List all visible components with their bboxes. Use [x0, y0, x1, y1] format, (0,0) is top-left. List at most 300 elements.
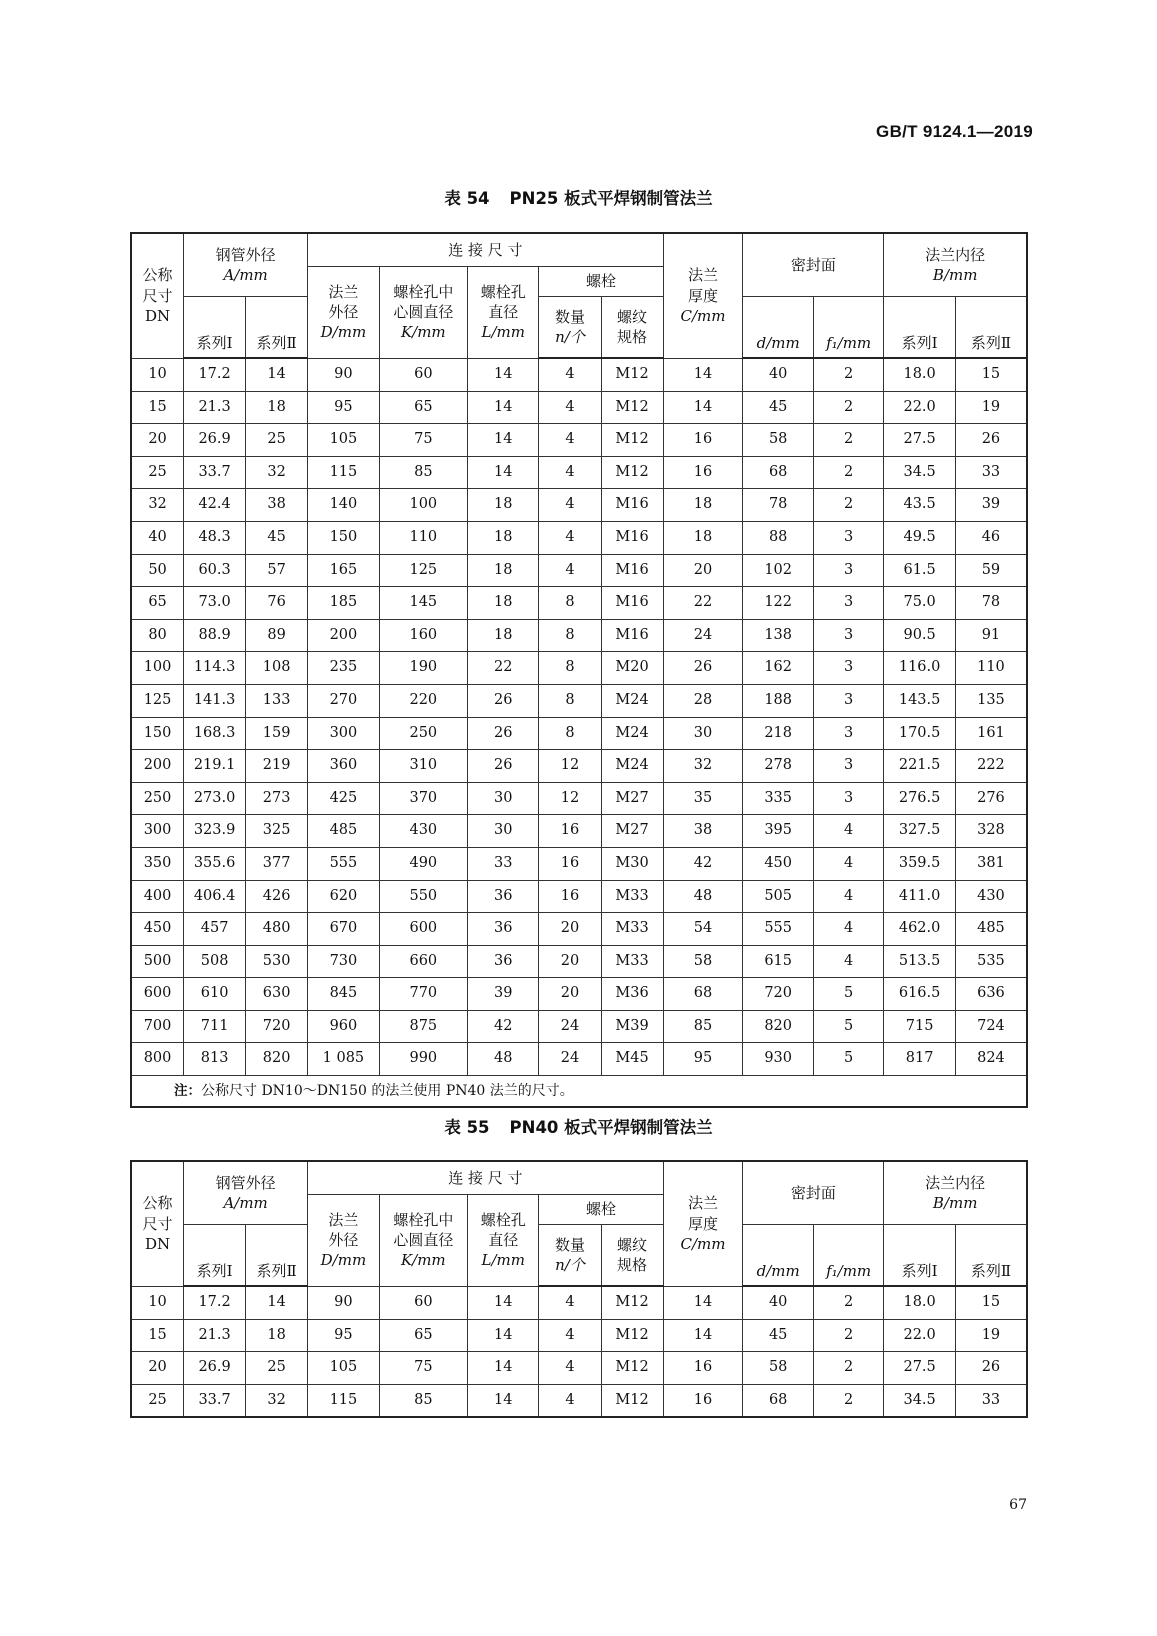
table-cell: 28 [663, 684, 743, 717]
table-row [131, 1319, 1027, 1352]
table-cell: 45 [246, 521, 308, 554]
table-cell: 300 [131, 815, 184, 848]
header-bolt [539, 266, 663, 296]
header-seal-f1 [813, 296, 883, 358]
flange-dimensions-table [130, 1160, 1028, 1418]
table-cell: 219.1 [184, 750, 246, 783]
table-cell: 90.5 [884, 619, 956, 652]
table-cell: 85 [379, 456, 467, 489]
header-text: L/mm [481, 1251, 525, 1270]
table-cell: 60.3 [184, 554, 246, 587]
table-cell: 4 [539, 424, 601, 457]
table-cell: 600 [131, 978, 184, 1011]
table-cell: 800 [131, 1043, 184, 1076]
table-cell: 68 [743, 1384, 813, 1417]
table-cell: 220 [379, 684, 467, 717]
table-cell: 15 [955, 1286, 1027, 1319]
table-cell: 26 [467, 750, 539, 783]
table-cell: 34.5 [884, 1384, 956, 1417]
table-cell: 14 [467, 424, 539, 457]
header-text: 系列Ⅰ [901, 333, 938, 352]
table-cell: 770 [379, 978, 467, 1011]
table-cell: M12 [601, 1286, 663, 1319]
table-row [131, 847, 1027, 880]
header-bolt-circle [379, 266, 467, 358]
table-cell: 820 [246, 1043, 308, 1076]
table-cell: 36 [467, 880, 539, 913]
table-cell: 95 [663, 1043, 743, 1076]
header-text: D/mm [320, 323, 367, 342]
table-cell: 161 [955, 717, 1027, 750]
table-cell: 323.9 [184, 815, 246, 848]
header-text: 心圆直径 [393, 302, 454, 321]
header-text: n/个 [555, 327, 585, 346]
table-cell: 65 [131, 587, 184, 620]
table-cell: 78 [743, 489, 813, 522]
table-cell: 90 [308, 1286, 380, 1319]
header-text: 规格 [617, 1255, 648, 1274]
table-cell: 43.5 [884, 489, 956, 522]
header-text: 密封面 [790, 255, 836, 274]
table-cell: 10 [131, 1286, 184, 1319]
table-cell: 395 [743, 815, 813, 848]
header-text: 外径 [328, 1230, 359, 1249]
table-cell: 89 [246, 619, 308, 652]
table-cell: 40 [743, 1286, 813, 1319]
table-cell: M24 [601, 717, 663, 750]
table-cell: 22.0 [884, 391, 956, 424]
table-cell: 26 [663, 652, 743, 685]
table-cell: 39 [955, 489, 1027, 522]
header-text: B/mm [932, 1193, 978, 1212]
header-text: 钢管外径 [215, 245, 276, 264]
table-row [131, 750, 1027, 783]
table-cell: 18.0 [884, 358, 956, 391]
table-cell: 10 [131, 358, 184, 391]
table-cell: 91 [955, 619, 1027, 652]
table-cell: 14 [246, 1286, 308, 1319]
table-cell: 188 [743, 684, 813, 717]
table-cell: 360 [308, 750, 380, 783]
table-cell: M12 [601, 391, 663, 424]
header-series-1 [184, 296, 246, 358]
table-55 [130, 1160, 1028, 1418]
table-cell: 14 [467, 1286, 539, 1319]
table-cell: 14 [467, 1384, 539, 1417]
table-cell: 235 [308, 652, 380, 685]
table-cell: 32 [246, 456, 308, 489]
table-cell: 24 [539, 1043, 601, 1076]
table-cell: 26 [467, 684, 539, 717]
table-cell: 65 [379, 1319, 467, 1352]
table-cell: 490 [379, 847, 467, 880]
table-cell: M16 [601, 554, 663, 587]
table-cell: 30 [663, 717, 743, 750]
table-cell: 95 [308, 391, 380, 424]
table-cell: 48.3 [184, 521, 246, 554]
flange-dimensions-table [130, 232, 1028, 1108]
table-cell: 4 [539, 1319, 601, 1352]
table-cell: 168.3 [184, 717, 246, 750]
table-cell: 411.0 [884, 880, 956, 913]
header-bore-series-1 [884, 1224, 956, 1286]
table-row [131, 521, 1027, 554]
table-cell: 58 [663, 945, 743, 978]
table-cell: 26.9 [184, 424, 246, 457]
header-series-2 [246, 1224, 308, 1286]
table-cell: 20 [131, 1352, 184, 1385]
table-cell: 33 [467, 847, 539, 880]
table-cell: 150 [308, 521, 380, 554]
header-text: 数量 [554, 1235, 585, 1254]
table-cell: 3 [813, 619, 883, 652]
table-cell: 555 [308, 847, 380, 880]
table-cell: 150 [131, 717, 184, 750]
table-cell: 18 [467, 489, 539, 522]
table-cell: 25 [246, 1352, 308, 1385]
table-cell: 2 [813, 424, 883, 457]
header-bolt-hole [467, 1194, 539, 1286]
table-cell: 370 [379, 782, 467, 815]
header-text: 螺栓 [586, 1199, 617, 1218]
table-cell: 960 [308, 1010, 380, 1043]
header-connection-dims [308, 1161, 663, 1194]
table-cell: 33 [955, 1384, 1027, 1417]
header-text: 法兰 [687, 1194, 718, 1213]
header-text: 系列Ⅰ [901, 1261, 938, 1280]
table-cell: 110 [379, 521, 467, 554]
header-flange-bore [884, 233, 1027, 296]
header-text: 法兰 [328, 1210, 359, 1229]
table-cell: 20 [539, 913, 601, 946]
table-cell: 185 [308, 587, 380, 620]
table-cell: 14 [663, 1286, 743, 1319]
table-cell: 78 [955, 587, 1027, 620]
table-cell: 50 [131, 554, 184, 587]
header-bolt-hole [467, 266, 539, 358]
header-text: 规格 [617, 327, 648, 346]
table-cell: 20 [131, 424, 184, 457]
table-cell: 20 [539, 978, 601, 1011]
table-cell: 22 [663, 587, 743, 620]
table-cell: 406.4 [184, 880, 246, 913]
table-cell: 2 [813, 1286, 883, 1319]
table-cell: 40 [743, 358, 813, 391]
table-cell: 426 [246, 880, 308, 913]
table-cell: 58 [743, 424, 813, 457]
table-row [131, 1010, 1027, 1043]
table-cell: M36 [601, 978, 663, 1011]
table-cell: 12 [539, 782, 601, 815]
table-cell: M30 [601, 847, 663, 880]
table-cell: 110 [955, 652, 1027, 685]
header-text: 法兰内径 [925, 245, 986, 264]
table-cell: 14 [663, 358, 743, 391]
table-cell: M24 [601, 684, 663, 717]
table-cell: 27.5 [884, 424, 956, 457]
table-cell: 222 [955, 750, 1027, 783]
header-text: 螺栓孔中 [393, 282, 454, 301]
table-cell: 310 [379, 750, 467, 783]
table-cell: 4 [539, 1384, 601, 1417]
table-cell: 8 [539, 587, 601, 620]
table-cell: 3 [813, 684, 883, 717]
table-cell: 75 [379, 1352, 467, 1385]
header-sealing-face [743, 233, 884, 296]
table-cell: 65 [379, 391, 467, 424]
header-text: 螺纹 [617, 1235, 648, 1254]
header-seal-f1 [813, 1224, 883, 1286]
table-row [131, 619, 1027, 652]
header-text: f₁/mm [826, 333, 872, 352]
note-text: 公称尺寸 DN10～DN150 的法兰使用 PN40 法兰的尺寸。 [201, 1082, 574, 1099]
table-cell: 817 [884, 1043, 956, 1076]
table-cell: 8 [539, 652, 601, 685]
header-text: 螺栓孔中 [393, 1210, 454, 1229]
table-row [131, 1286, 1027, 1319]
header-bolt-qty [539, 296, 601, 358]
table-cell: 530 [246, 945, 308, 978]
header-text: K/mm [400, 323, 446, 342]
table-cell: 250 [379, 717, 467, 750]
table-cell: 990 [379, 1043, 467, 1076]
table-cell: 3 [813, 750, 883, 783]
header-text: 系列Ⅰ [196, 1261, 233, 1280]
table-cell: M16 [601, 521, 663, 554]
table-cell: 3 [813, 587, 883, 620]
table-cell: 4 [539, 456, 601, 489]
table-cell: 17.2 [184, 1286, 246, 1319]
table-cell: 18 [663, 521, 743, 554]
table-cell: 18 [467, 521, 539, 554]
header-series-1 [184, 1224, 246, 1286]
table-cell: 42 [467, 1010, 539, 1043]
table-cell: 3 [813, 554, 883, 587]
header-text: 尺寸 [142, 286, 173, 305]
table-cell: 300 [308, 717, 380, 750]
header-flange-thickness [663, 1161, 743, 1286]
table-cell: 278 [743, 750, 813, 783]
table-cell: 68 [663, 978, 743, 1011]
table-cell: 14 [467, 391, 539, 424]
table-cell: 143.5 [884, 684, 956, 717]
header-thread [601, 1224, 663, 1286]
table-cell: 1 085 [308, 1043, 380, 1076]
table-note [131, 1076, 1027, 1108]
table-cell: 33.7 [184, 456, 246, 489]
table-cell: M16 [601, 619, 663, 652]
table-cell: 720 [743, 978, 813, 1011]
table-cell: 2 [813, 1352, 883, 1385]
table-cell: 57 [246, 554, 308, 587]
header-sealing-face [743, 1161, 884, 1224]
table-cell: 15 [131, 391, 184, 424]
table-cell: 12 [539, 750, 601, 783]
table-cell: M16 [601, 587, 663, 620]
table-cell: 105 [308, 1352, 380, 1385]
table-cell: 8 [539, 684, 601, 717]
table-cell: 600 [379, 913, 467, 946]
table-cell: 273.0 [184, 782, 246, 815]
table-cell: 14 [246, 358, 308, 391]
table-cell: 824 [955, 1043, 1027, 1076]
table-row [131, 815, 1027, 848]
table-cell: 4 [539, 1352, 601, 1385]
table-cell: 14 [467, 1319, 539, 1352]
table-cell: 3 [813, 782, 883, 815]
header-text: 直径 [488, 302, 519, 321]
table-cell: 14 [663, 1319, 743, 1352]
table-row [131, 717, 1027, 750]
table-cell: 140 [308, 489, 380, 522]
table-cell: 39 [467, 978, 539, 1011]
table-cell: 3 [813, 521, 883, 554]
table-row [131, 391, 1027, 424]
header-text: DN [144, 1234, 171, 1253]
table-cell: 22 [467, 652, 539, 685]
table-number: 表 55 [444, 1118, 490, 1137]
table-cell: 16 [663, 424, 743, 457]
header-bolt [539, 1194, 663, 1224]
table-cell: 355.6 [184, 847, 246, 880]
table-cell: 221.5 [884, 750, 956, 783]
table-cell: 15 [955, 358, 1027, 391]
header-text: L/mm [481, 323, 525, 342]
table-cell: 36 [467, 945, 539, 978]
table-cell: 21.3 [184, 1319, 246, 1352]
table-cell: 2 [813, 358, 883, 391]
table-cell: 85 [379, 1384, 467, 1417]
header-text: 系列Ⅰ [196, 333, 233, 352]
table-cell: 48 [467, 1043, 539, 1076]
table-cell: 42.4 [184, 489, 246, 522]
table-row [131, 880, 1027, 913]
table-row [131, 684, 1027, 717]
table-cell: 36 [467, 913, 539, 946]
header-thread [601, 296, 663, 358]
header-text: 螺栓孔 [480, 282, 526, 301]
table-number: 表 54 [444, 189, 490, 208]
table-cell: 60 [379, 1286, 467, 1319]
table-row [131, 913, 1027, 946]
note-label: 注： [174, 1082, 201, 1099]
table-cell: 170.5 [884, 717, 956, 750]
table-cell: 16 [539, 847, 601, 880]
table-cell: 122 [743, 587, 813, 620]
header-flange-bore [884, 1161, 1027, 1224]
table-cell: 108 [246, 652, 308, 685]
table-cell: 19 [955, 391, 1027, 424]
table-cell: 58 [743, 1352, 813, 1385]
table-cell: M16 [601, 489, 663, 522]
table-cell: M39 [601, 1010, 663, 1043]
table-cell: 3 [813, 652, 883, 685]
header-text: 密封面 [790, 1183, 836, 1202]
header-text: 法兰 [328, 282, 359, 301]
table-cell: 32 [663, 750, 743, 783]
table-cell: 90 [308, 358, 380, 391]
header-text: 螺栓孔 [480, 1210, 526, 1229]
header-text: 直径 [488, 1230, 519, 1249]
table-cell: 24 [663, 619, 743, 652]
table-row [131, 652, 1027, 685]
table-cell: 45 [743, 391, 813, 424]
table-cell: 930 [743, 1043, 813, 1076]
table-cell: 133 [246, 684, 308, 717]
table-cell: 18.0 [884, 1286, 956, 1319]
table-54 [130, 232, 1028, 1108]
table-cell: 30 [467, 815, 539, 848]
table-cell: 85 [663, 1010, 743, 1043]
table-cell: 14 [663, 391, 743, 424]
header-bore-series-2 [955, 296, 1027, 358]
header-text: 公称 [142, 266, 173, 285]
table-cell: 328 [955, 815, 1027, 848]
table-cell: M33 [601, 945, 663, 978]
table-cell: 25 [246, 424, 308, 457]
header-flange-thickness [663, 233, 743, 358]
table-cell: 381 [955, 847, 1027, 880]
table-cell: 59 [955, 554, 1027, 587]
table-cell: 21.3 [184, 391, 246, 424]
header-text: 厚度 [687, 286, 718, 305]
table-cell: 485 [308, 815, 380, 848]
header-text: 公称 [142, 1194, 173, 1213]
header-bore-series-1 [884, 296, 956, 358]
table-row [131, 424, 1027, 457]
table-cell: 26 [955, 1352, 1027, 1385]
table-cell: 820 [743, 1010, 813, 1043]
table-cell: 30 [467, 782, 539, 815]
header-text: 连 接 尺 寸 [448, 240, 523, 259]
header-bolt-circle [379, 1194, 467, 1286]
table-cell: M12 [601, 424, 663, 457]
header-text: n/个 [555, 1255, 585, 1274]
table-cell: 33.7 [184, 1384, 246, 1417]
table-cell: 54 [663, 913, 743, 946]
table-caption: PN40 板式平焊钢制管法兰 [509, 1118, 713, 1137]
table-cell: 485 [955, 913, 1027, 946]
table-cell: 276.5 [884, 782, 956, 815]
table-cell: 218 [743, 717, 813, 750]
table-cell: M33 [601, 913, 663, 946]
table-cell: 730 [308, 945, 380, 978]
table-cell: 4 [539, 358, 601, 391]
table-row [131, 1043, 1027, 1076]
table-cell: 22.0 [884, 1319, 956, 1352]
table-cell: 141.3 [184, 684, 246, 717]
table-cell: 45 [743, 1319, 813, 1352]
table-cell: 16 [663, 456, 743, 489]
table-cell: 40 [131, 521, 184, 554]
header-text: A/mm [223, 1193, 268, 1212]
table-cell: 26 [955, 424, 1027, 457]
header-flange-od [308, 266, 380, 358]
table-cell: 724 [955, 1010, 1027, 1043]
header-text: 系列Ⅱ [970, 1261, 1012, 1280]
table-cell: 102 [743, 554, 813, 587]
header-text: 连 接 尺 寸 [448, 1168, 523, 1187]
table-cell: 4 [813, 847, 883, 880]
table-cell: 505 [743, 880, 813, 913]
table-cell: 616.5 [884, 978, 956, 1011]
header-pipe-od [184, 233, 308, 296]
header-text: 数量 [554, 307, 585, 326]
table-cell: 4 [813, 945, 883, 978]
table-cell: 16 [663, 1384, 743, 1417]
table-cell: M27 [601, 815, 663, 848]
table-cell: M12 [601, 358, 663, 391]
